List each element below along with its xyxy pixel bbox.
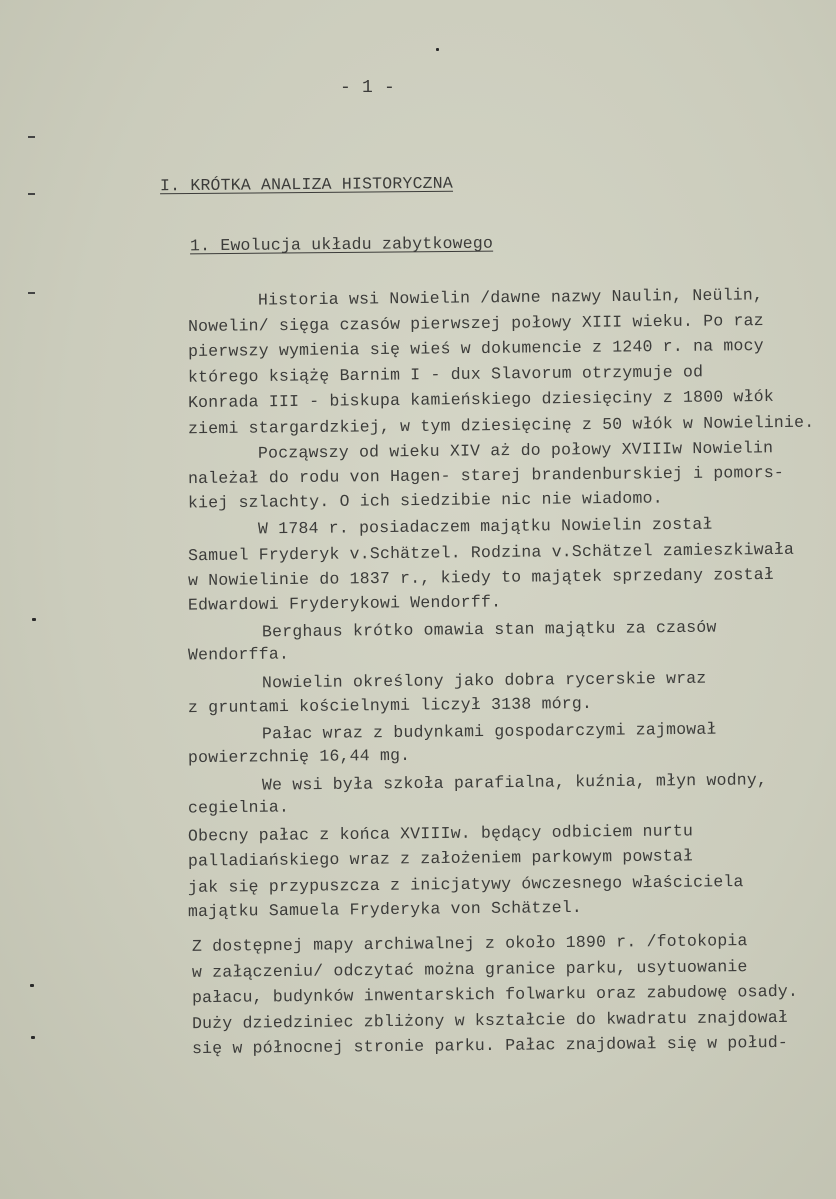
text-line: z gruntami kościelnymi liczył 3138 mórg.: [187, 693, 593, 718]
page-number: - 1 -: [340, 78, 396, 98]
text-line: Począwszy od wieku XIV aż do połowy XVIIIw Nowielin: [257, 438, 774, 463]
text-line: W 1784 r. posiadaczem majątku Nowielin został: [257, 514, 713, 539]
text-line: w załączeniu/ odczytać można granice parku, usytuowanie: [191, 957, 748, 982]
text-line: się w północnej stronie parku. Pałac znajdował się w połud-: [191, 1032, 789, 1059]
margin-mark: [32, 618, 36, 621]
text-line: w Nowielinie do 1837 r., kiedy to majątek sprzedany został: [187, 564, 774, 591]
text-line: palladiańskiego wraz z założeniem parkowym powstał: [187, 846, 694, 871]
text-line: Historia wsi Nowielin /dawne nazwy Naulin, Neülin,: [257, 285, 764, 310]
text-line: należał do rodu von Hagen- starej brandenburskiej i pomors-: [187, 462, 785, 489]
text-line: Nowielin określony jako dobra rycerskie wraz: [261, 668, 707, 693]
text-line: pałacu, budynków inwentarskich folwarku oraz zabudowę osady.: [191, 981, 799, 1008]
margin-mark: [28, 193, 35, 195]
text-line: Wendorffa.: [187, 644, 290, 665]
text-line: kiej szlachty. O ich siedzibie nic nie wiadomo.: [187, 488, 663, 513]
text-line: Obecny pałac z końca XVIIIw. będący odbiciem nurtu: [187, 821, 694, 846]
speck: [436, 48, 439, 51]
text-line: ziemi stargardzkiej, w tym dziesięcinę z 50 włók w Nowielinie.: [187, 412, 815, 439]
text-line: Nowelin/ sięga czasów pierwszej połowy XIII wieku. Po raz: [187, 310, 764, 337]
text-line: Konrada III - biskupa kamieńskiego dziesięciny z 1800 włók: [187, 386, 774, 413]
margin-mark: [30, 984, 34, 987]
text-line: Edwardowi Fryderykowi Wendorff.: [187, 592, 502, 615]
text-line: pierwszy wymienia się wieś w dokumencie z 1240 r. na mocy: [187, 335, 764, 362]
section-title: I. KRÓTKA ANALIZA HISTORYCZNA: [159, 173, 454, 196]
text-line: którego książę Barnim I - dux Slavorum otrzymuje od: [187, 362, 704, 387]
margin-mark: [28, 292, 35, 294]
text-line: We wsi była szkoła parafialna, kuźnia, młyn wodny,: [261, 770, 768, 795]
text-line: Z dostępnej mapy archiwalnej z około 1890 r. /fotokopia: [191, 931, 748, 956]
text-line: powierzchnię 16,44 mg.: [187, 745, 411, 768]
text-line: Duży dziedziniec zbliżony w kształcie do kwadratu znajdował: [191, 1007, 789, 1034]
text-line: Samuel Fryderyk v.Schätzel. Rodzina v.Schätzel zamieszkiwała: [187, 539, 795, 566]
text-line: Pałac wraz z budynkami gospodarczymi zajmował: [261, 719, 717, 744]
margin-mark: [28, 136, 35, 138]
text-line: Berghaus krótko omawia stan majątku za czasów: [261, 617, 717, 642]
text-line: jak się przypuszcza z inicjatywy ówczesnego właściciela: [187, 872, 744, 897]
margin-mark: [31, 1036, 35, 1039]
subsection-title: 1. Ewolucja układu zabytkowego: [189, 233, 494, 256]
text-line: cegielnia.: [187, 797, 290, 818]
text-line: majątku Samuela Fryderyka von Schätzel.: [187, 897, 583, 922]
